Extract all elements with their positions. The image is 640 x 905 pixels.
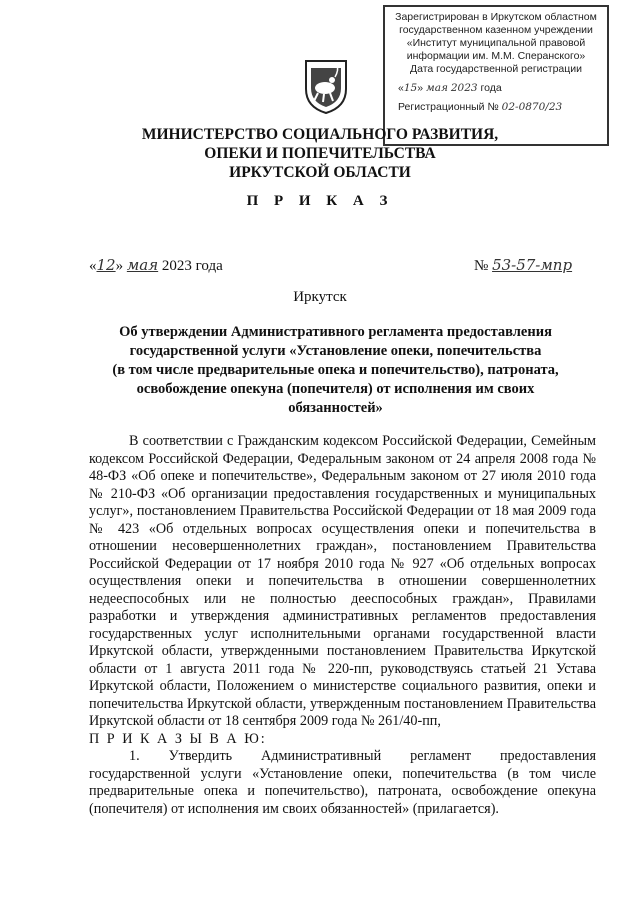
ministry-line: ОПЕКИ И ПОПЕЧИТЕЛЬСТВА (204, 145, 436, 162)
ministry-name (0, 125, 640, 182)
order-year: 2023 года (161, 258, 223, 274)
order-title (108, 323, 563, 418)
stamp-line: «Институт муниципальной правовой (406, 37, 586, 49)
ministry-line: ИРКУТСКОЙ ОБЛАСТИ (229, 164, 411, 181)
title-line: Об утверждении Административного регламента предоставления (119, 324, 552, 340)
stamp-date-month: мая (425, 82, 448, 94)
order-item-1: 1. Утвердить Административный регламент предоставления государственной услуги «Установление опеки, попечительства (в том числе предварительные опека и попечительство), патроната, освобождение опекуна (попечителя) от исполнения им своих обязанностей» (прилагается). (89, 748, 596, 817)
order-verb: П Р И К А З Ы В А Ю: (89, 730, 267, 747)
stamp-line: информации им. М.М. Сперанского» (406, 50, 586, 62)
stamp-registration-date: «15» мая 2023 года (398, 82, 502, 94)
stamp-registration-number (388, 101, 604, 114)
order-date: «12» мая 2023 года (89, 256, 223, 274)
order-day: 12 (96, 256, 116, 274)
ministry-line: МИНИСТЕРСТВО СОЦИАЛЬНОГО РАЗВИТИЯ, (141, 126, 499, 143)
title-line: государственной услуги «Установление опеки, попечительства (129, 343, 542, 359)
stamp-date-year: 2023 (450, 82, 478, 94)
title-line: (в том числе предварительные опека и попечительство), патроната, (112, 362, 559, 378)
stamp-reg-number: 02-0870/23 (501, 101, 563, 113)
title-line: обязанностей» (288, 400, 383, 416)
order-city: Иркутск (293, 289, 347, 305)
coat-of-arms-icon (302, 55, 350, 115)
order-body (89, 433, 596, 818)
title-line: освобождение опекуна (попечителя) от исполнения им своих (136, 381, 535, 397)
stamp-line: Дата государственной регистрации (410, 63, 582, 75)
order-number (474, 256, 572, 275)
order-number-prefix: № (474, 258, 489, 274)
preamble-paragraph: В соответствии с Гражданским кодексом Российской Федерации, Семейным кодексом Российской Федерации, Федеральным законом от 24 апреля 2008 года № 48-ФЗ «Об опеке и попечительстве», Федеральным законом от 27 июля 2010 года № 210-ФЗ «Об организации предоставления государственных и муниципальных услуг», постановлением Правительства Российской Федерации от 18 мая 2009 года № 423 «Об отдельных вопросах осуществления опеки и попечительства в отношении несовершеннолетних граждан», постановлением Правительства Российской Федерации от 17 ноября 2010 года № 927 «Об отдельных вопросах осуществления опеки и попечительства в отношении совершеннолетних недееспособных или не полностью дееспособных граждан», Правилами разработки и утверждения административных регламентов предоставления государственных услуг исполнительными органами государственной власти Иркутской области, утвержденными постановлением Правительства Иркутской области от 1 августа 2011 года № 220-пп, руководствуясь статьей 21 Устава Иркутской области, Положением о министерстве социального развития, опеки и попечительства Иркутской области, утвержденным постановлением Правительства Иркутской области от 18 сентября 2009 года № 261/40-пп, (89, 433, 596, 729)
document-type: П Р И К А З (246, 193, 394, 209)
stamp-date-day: 15 (403, 82, 418, 94)
stamp-line: государственном казенном учреждении (399, 24, 593, 36)
stamp-date-suffix: года (480, 82, 502, 94)
order-month: мая (126, 256, 159, 274)
stamp-reg-label: Регистрационный № (398, 101, 499, 113)
order-number-value: 53-57-мпр (492, 256, 573, 274)
stamp-line: Зарегистрирован в Иркутском областном (395, 11, 597, 23)
